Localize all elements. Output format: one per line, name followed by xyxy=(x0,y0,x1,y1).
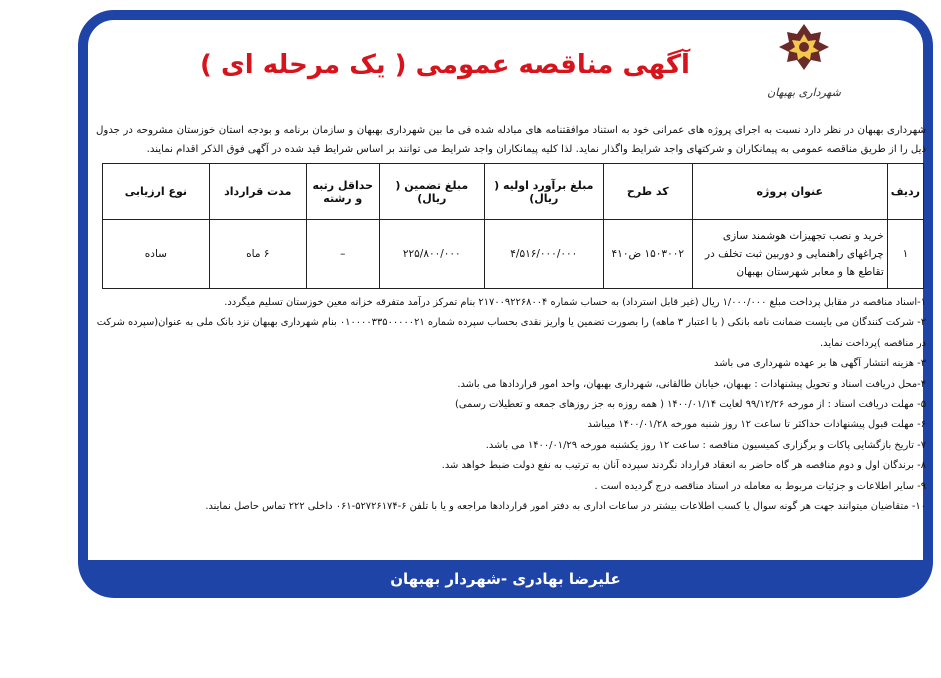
term-item: ۸- برندگان اول و دوم مناقصه هر گاه حاضر به انعقاد قرارداد نگردند سپرده آنان به ترتیب به نفع دولت ضبط خواهد شد. xyxy=(441,460,926,472)
municipality-logo xyxy=(748,22,860,100)
cell-min-rank: – xyxy=(306,220,379,289)
cell-estimate: ۴/۵۱۶/۰۰۰/۰۰۰ xyxy=(484,220,603,289)
term-item: ۵- مهلت دریافت اسناد : از مورخه ۹۹/۱۲/۲۶ لغایت ۱۴۰۰/۰۱/۱۴ ( همه روزه به جز روزهای جمعه و تعطیلات رسمی) xyxy=(455,399,926,411)
footer-bar xyxy=(78,560,933,598)
cell-evaluation: ساده xyxy=(103,220,210,289)
cell-row-number: ۱ xyxy=(887,220,923,289)
term-item: ۲- شرکت کنندگان می بایست ضمانت نامه بانکی ( با اعتبار ۳ ماهه) را بصورت تضمین یا واریز نقدی بحساب سپرده شماره ۰۱۰۰۰۰۳۳۵۰۰۰۰۰۲۱ بنام شهرداری بهبهان نزد بانک ملی به عنوان(سپرده شرکت در مناقصه )پرداخت نماید. xyxy=(96,317,926,349)
page-title: آگهی مناقصه عمومی ( یک مرحله ای ) xyxy=(200,50,690,80)
term-item: ۱-اسناد مناقصه در مقابل پرداخت مبلغ ۱/۰۰۰/۰۰۰ ریال (غیر قابل استرداد) به حساب شماره ۲۱۷۰۰۹۲۲۶۸۰۰۴ بنام تمرکز درآمد متفرقه خزانه معین خوزستان تسلیم میگردد. xyxy=(224,297,926,308)
table-row xyxy=(103,220,924,289)
terms-list xyxy=(96,293,926,517)
mayor-signature-text: علیرضا بهادری -شهردار بهبهان xyxy=(390,570,621,588)
cell-project-title: خرید و نصب تجهیزات هوشمند سازی چراغهای راهنمایی و دوربین ثبت تخلف در تقاطع ها و معابر شهرستان بهبهان xyxy=(692,220,887,289)
cell-guarantee: ۲۲۵/۸۰۰/۰۰۰ xyxy=(379,220,484,289)
intro-paragraph: شهرداری بهبهان در نظر دارد نسبت به اجرای پروژه های عمرانی خود به استناد موافقتنامه های مبادله شده فی ما بین شهرداری بهبهان و سازمان برنامه و بودجه استان خوزستان مشروحه در جدول ذیل را از طریق مناقصه عمومی به پیمانکاران و شرکتهای واجد شرایط واگذار نماید. لذا کلیه پیمانکاران واجد شرایط می توانند بر اساس شرایط قید شده در آگهی فوق الذکر اقدام نمایند. xyxy=(96,125,926,155)
header-project-code: کد طرح xyxy=(603,164,692,220)
term-item: ۴-محل دریافت اسناد و تحویل پیشنهادات : بهبهان، خیابان طالقانی، شهرداری بهبهان، واحد امور قراردادها می باشد. xyxy=(457,378,926,390)
header-duration: مدت قرارداد xyxy=(209,164,306,220)
table-header-row xyxy=(103,164,924,220)
term-item: ۹- سایر اطلاعات و جزئیات مربوط به معامله در اسناد مناقصه درج گردیده است . xyxy=(594,480,926,492)
logo-caption: شهرداری بهبهان xyxy=(767,86,841,99)
term-item: ۶- مهلت قبول پیشنهادات حداکثر تا ساعت ۱۲ روز شنبه مورخه ۱۴۰۰/۰۱/۲۸ میباشد xyxy=(587,419,926,431)
projects-table xyxy=(102,163,924,289)
header-min-rank: حداقل رتبه و رشته xyxy=(306,164,379,220)
cell-project-code: ۱۵۰۳۰۰۲ ض۴۱۰ xyxy=(603,220,692,289)
logo-emblem-icon xyxy=(769,22,839,80)
header-row-number: ردیف xyxy=(887,164,923,220)
header-guarantee: مبلغ تضمین ( ریال) xyxy=(379,164,484,220)
term-item: ۷- تاریخ بازگشایی پاکات و برگزاری کمیسیون مناقصه : ساعت ۱۲ روز یکشنبه مورخه ۱۴۰۰/۰۱/۲۹ می باشد. xyxy=(485,439,926,451)
cell-duration: ۶ ماه xyxy=(209,220,306,289)
term-item: ۳- هزینه انتشار آگهی ها بر عهده شهرداری می باشد xyxy=(714,358,926,370)
header-evaluation: نوع ارزیابی xyxy=(103,164,210,220)
term-item: ۱۰- متقاضیان میتوانند جهت هر گونه سوال یا کسب اطلاعات بیشتر در ساعات اداری به دفتر امور قراردادها مراجعه و یا با تلفن ۶-۵۲۷۲۶۱۷۴-۰۶۱ داخلی ۲۲۲ تماس حاصل نمایند. xyxy=(205,501,926,513)
header-estimate: مبلغ برآورد اولیه ( ریال) xyxy=(484,164,603,220)
header-project-title: عنوان پروژه xyxy=(692,164,887,220)
